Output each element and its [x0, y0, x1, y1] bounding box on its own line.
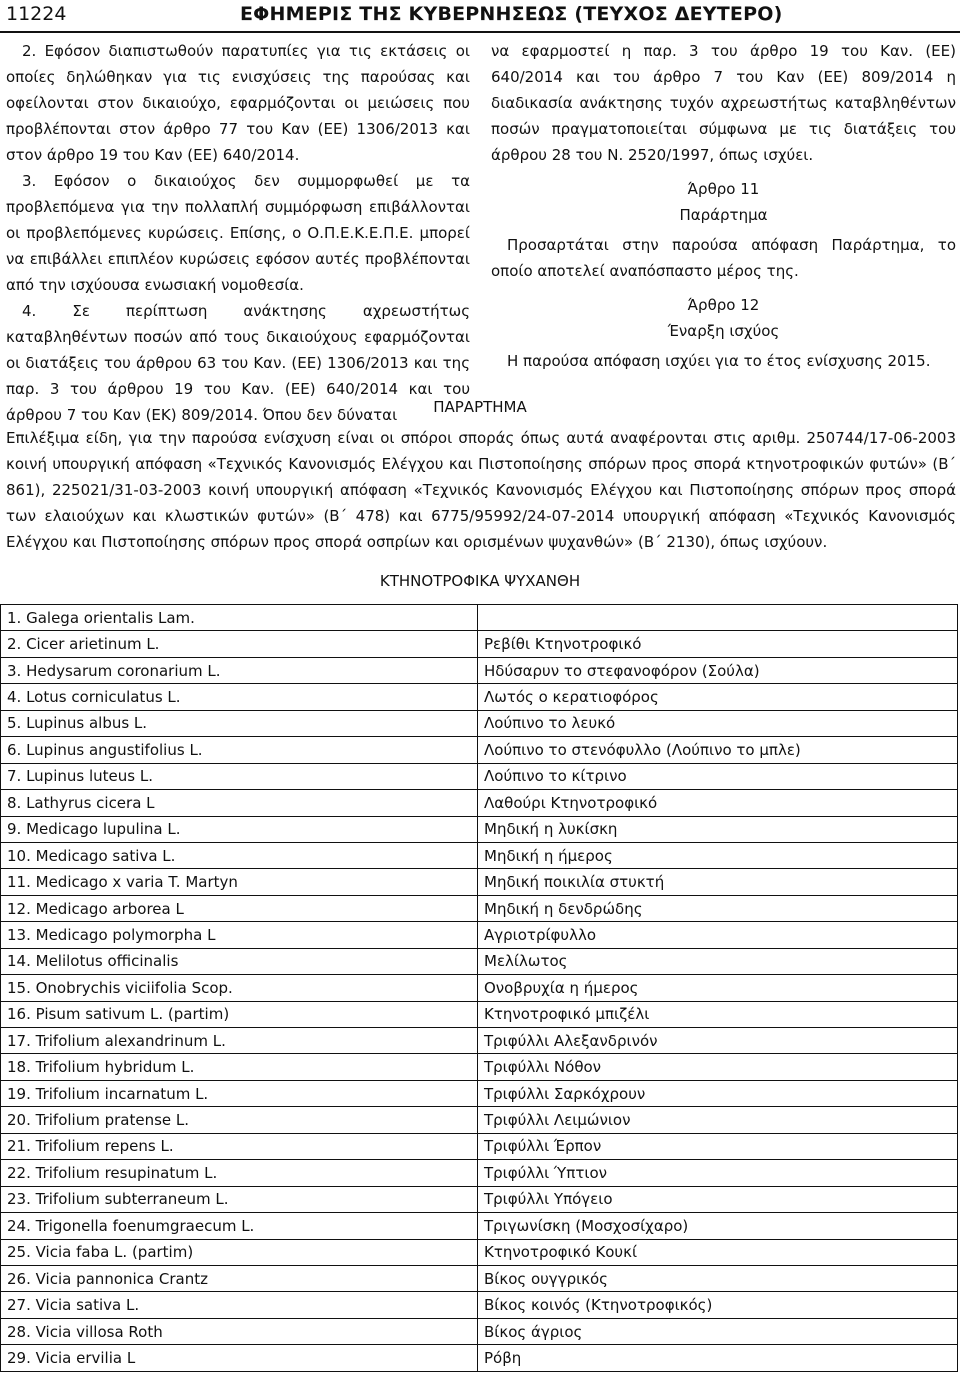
- latin-name-cell: 3. Hedysarum coronarium L.: [1, 657, 478, 683]
- table-row: [1, 1054, 958, 1080]
- paragraph-3: 3. Εφόσον ο δικαιούχος δεν συμμορφωθεί με τα προβλεπόμενα για την πολλαπλή συμμόρφωση επιβάλλονται οι προβλεπόμενες κυρώσεις. Επίσης, ο Ο.Π.Ε.Κ.Ε.Π.Ε. μπορεί να επιβάλλει επιπλέον κυρώσεις εφόσον αυτές προβλέπονται από την ισχύουσα ενωσιακή νομοθεσία.: [6, 172, 470, 294]
- latin-name-cell: 28. Vicia villosa Roth: [1, 1318, 478, 1344]
- latin-name-cell: 17. Trifolium alexandrinum L.: [1, 1028, 478, 1054]
- latin-name-cell: 7. Lupinus luteus L.: [1, 763, 478, 789]
- greek-name-cell: Μελίλωτος: [478, 948, 958, 974]
- table-row: [1, 1265, 958, 1291]
- table-row: [1, 763, 958, 789]
- latin-name-cell: 26. Vicia pannonica Crantz: [1, 1265, 478, 1291]
- right-column: [491, 38, 956, 374]
- article-11-text: Προσαρτάται στην παρούσα απόφαση Παράρτημα, το οποίο αποτελεί αναπόσπαστο μέρος της.: [491, 236, 956, 280]
- paragraph-2: 2. Εφόσον διαπιστωθούν παρατυπίες για τις εκτάσεις οι οποίες δηλώθηκαν για τις ενισχύσεις της παρούσας και οφείλονται στον δικαιούχο, εφαρμόζονται οι μειώσεις που προβλέπονται στον άρθρο 77 του Καν (ΕΕ) 1306/2013 και στον άρθρο 19 του Καν (ΕΕ) 640/2014.: [6, 42, 470, 164]
- table-row: [1, 895, 958, 921]
- greek-name-cell: Τριφύλλι Αλεξανδρινόν: [478, 1028, 958, 1054]
- greek-name-cell: Μηδική η δενδρώδης: [478, 895, 958, 921]
- section-title: ΚΤΗΝΟΤΡΟΦΙΚΑ ΨΥΧΑΝΘΗ: [379, 572, 581, 590]
- table-row: [1, 816, 958, 842]
- greek-name-cell: Μηδική η λυκίσκη: [478, 816, 958, 842]
- table-row: [1, 1239, 958, 1265]
- latin-name-cell: 18. Trifolium hybridum L.: [1, 1054, 478, 1080]
- latin-name-cell: 9. Medicago lupulina L.: [1, 816, 478, 842]
- greek-name-cell: Μηδική ποικιλία στυκτή: [478, 869, 958, 895]
- latin-name-cell: 29. Vicia ervilia L: [1, 1345, 478, 1371]
- article-11-title: Παράρτημα: [679, 206, 768, 224]
- table-row: [1, 1292, 958, 1318]
- greek-name-cell: Μηδική η ήμερος: [478, 842, 958, 868]
- greek-name-cell: Τριφύλλι Σαρκόχρουν: [478, 1080, 958, 1106]
- gazette-title: ΕΦΗΜΕΡΙΣ ΤΗΣ ΚΥΒΕΡΝΗΣΕΩΣ (ΤΕΥΧΟΣ ΔΕΥΤΕΡΟ): [240, 3, 783, 25]
- table-row: [1, 1318, 958, 1344]
- greek-name-cell: Τριφύλλι Υπόγειο: [478, 1186, 958, 1212]
- latin-name-cell: 24. Trigonella foenumgraecum L.: [1, 1213, 478, 1239]
- table-row: [1, 657, 958, 683]
- table-row: [1, 1028, 958, 1054]
- table-row: [1, 1001, 958, 1027]
- species-table: [0, 604, 958, 1372]
- greek-name-cell: Λούπινο το στενόφυλλο (Λούπινο το μπλε): [478, 737, 958, 763]
- greek-name-cell: Λούπινο το κίτρινο: [478, 763, 958, 789]
- table-row: [1, 1345, 958, 1371]
- paragraph-continuation: να εφαρμοστεί η παρ. 3 του άρθρο 19 του Καν. (ΕΕ) 640/2014 και του άρθρο 7 του Καν (ΕΕ) 809/2014 η διαδικασία ανάκτησης τυχόν αχρεωστήτως καταβληθέντων ποσών πραγματοποιείται σύμφωνα με τις διατάξεις του άρθρου 28 του Ν. 2520/1997, όπως ισχύει.: [491, 42, 956, 164]
- greek-name-cell: Βίκος άγριος: [478, 1318, 958, 1344]
- table-row: [1, 1080, 958, 1106]
- latin-name-cell: 2. Cicer arietinum L.: [1, 631, 478, 657]
- greek-name-cell: Κτηνοτροφικό μπιζέλι: [478, 1001, 958, 1027]
- table-row: [1, 1186, 958, 1212]
- greek-name-cell: Ρεβίθι Κτηνοτροφικό: [478, 631, 958, 657]
- greek-name-cell: Τριφύλλι Λειμώνιον: [478, 1107, 958, 1133]
- latin-name-cell: 25. Vicia faba L. (partim): [1, 1239, 478, 1265]
- latin-name-cell: 23. Trifolium subterraneum L.: [1, 1186, 478, 1212]
- greek-name-cell: Ηδύσαρυν το στεφανοφόρον (Σούλα): [478, 657, 958, 683]
- greek-name-cell: Λαθούρι Κτηνοτροφικό: [478, 790, 958, 816]
- article-12-heading: Άρθρο 12: [687, 296, 760, 314]
- greek-name-cell: Λούπινο το λευκό: [478, 710, 958, 736]
- latin-name-cell: 13. Medicago polymorpha L: [1, 922, 478, 948]
- table-row: [1, 842, 958, 868]
- table-row: [1, 1213, 958, 1239]
- page-header: [0, 0, 960, 36]
- table-row: [1, 737, 958, 763]
- paragraph-4: 4. Σε περίπτωση ανάκτησης αχρεωστήτως καταβληθέντων ποσών από τους δικαιούχους εφαρμόζονται οι διατάξεις του άρθρου 63 του Καν. (ΕΕ) 1306/2013 και της παρ. 3 του άρθρου 19 του Καν. (ΕΕ) 640/2014 και του άρθρου 7 του Καν (ΕΚ) 809/2014. Όπου δεν δύναται: [6, 302, 470, 424]
- latin-name-cell: 19. Trifolium incarnatum L.: [1, 1080, 478, 1106]
- latin-name-cell: 22. Trifolium resupinatum L.: [1, 1160, 478, 1186]
- table-row: [1, 975, 958, 1001]
- left-column: [6, 38, 470, 428]
- greek-name-cell: Ρόβη: [478, 1345, 958, 1371]
- table-row: [1, 710, 958, 736]
- table-row: [1, 869, 958, 895]
- latin-name-cell: 12. Medicago arborea L: [1, 895, 478, 921]
- greek-name-cell: Τριφύλλι Έρπον: [478, 1133, 958, 1159]
- table-row: [1, 1107, 958, 1133]
- table-row: [1, 922, 958, 948]
- greek-name-cell: Τριγωνίσκη (Μοσχοσίχαρο): [478, 1213, 958, 1239]
- table-row: [1, 1160, 958, 1186]
- latin-name-cell: 14. Melilotus officinalis: [1, 948, 478, 974]
- greek-name-cell: Αγριοτρίφυλλο: [478, 922, 958, 948]
- greek-name-cell: [478, 605, 958, 631]
- article-12-title: Έναρξη ισχύος: [667, 322, 780, 340]
- annex-title: ΠΑΡΑΡΤΗΜΑ: [433, 398, 527, 416]
- latin-name-cell: 8. Lathyrus cicera L: [1, 790, 478, 816]
- latin-name-cell: 6. Lupinus angustifolius L.: [1, 737, 478, 763]
- table-row: [1, 790, 958, 816]
- greek-name-cell: Τριφύλλι Ύπτιον: [478, 1160, 958, 1186]
- article-12-text: Η παρούσα απόφαση ισχύει για το έτος ενίσχυσης 2015.: [507, 352, 931, 370]
- latin-name-cell: 27. Vicia sativa L.: [1, 1292, 478, 1318]
- greek-name-cell: Ονοβρυχία η ήμερος: [478, 975, 958, 1001]
- table-row: [1, 631, 958, 657]
- table-row: [1, 1133, 958, 1159]
- table-row: [1, 605, 958, 631]
- article-11-heading: Άρθρο 11: [687, 180, 760, 198]
- latin-name-cell: 16. Pisum sativum L. (partim): [1, 1001, 478, 1027]
- annex-text: Επιλέξιμα είδη, για την παρούσα ενίσχυση είναι οι σπόροι σποράς όπως αυτά αναφέρονται στις αριθμ. 250744/17-06-2003 κοινή υπουργική απόφαση «Τεχνικός Κανονισμός Ελέγχου και Πιστοποίησης σπόρων προς σπορά κτηνοτροφικών φυτών» (Β΄ 861), 225021/31-03-2003 κοινή υπουργική απόφαση «Τεχνικός Κανονισμός Ελέγχου και Πιστοποίησης σπόρων προς σπορά των ελαιούχων και κλωστικών φυτών» (Β΄ 478) και 6775/95992/24-07-2014 υπουργική απόφαση «Τεχνικός Κανονισμός Ελέγχου και Πιστοποίησης σπόρων προς σπορά οσπρίων και ορισμένων ψυχανθών» (Β΄ 2130), όπως ισχύουν.: [6, 429, 956, 551]
- header-rule: [0, 31, 960, 33]
- table-row: [1, 948, 958, 974]
- greek-name-cell: Κτηνοτροφικό Κουκί: [478, 1239, 958, 1265]
- greek-name-cell: Βίκος κοινός (Κτηνοτροφικός): [478, 1292, 958, 1318]
- latin-name-cell: 5. Lupinus albus L.: [1, 710, 478, 736]
- table-row: [1, 684, 958, 710]
- greek-name-cell: Βίκος ουγγρικός: [478, 1265, 958, 1291]
- page-number: 11224: [6, 3, 67, 25]
- greek-name-cell: Λωτός ο κερατιοφόρος: [478, 684, 958, 710]
- latin-name-cell: 10. Medicago sativa L.: [1, 842, 478, 868]
- latin-name-cell: 1. Galega orientalis Lam.: [1, 605, 478, 631]
- latin-name-cell: 21. Trifolium repens L.: [1, 1133, 478, 1159]
- latin-name-cell: 15. Onobrychis viciifolia Scop.: [1, 975, 478, 1001]
- latin-name-cell: 11. Medicago x varia T. Martyn: [1, 869, 478, 895]
- latin-name-cell: 4. Lotus corniculatus L.: [1, 684, 478, 710]
- greek-name-cell: Τριφύλλι Νόθον: [478, 1054, 958, 1080]
- latin-name-cell: 20. Trifolium pratense L.: [1, 1107, 478, 1133]
